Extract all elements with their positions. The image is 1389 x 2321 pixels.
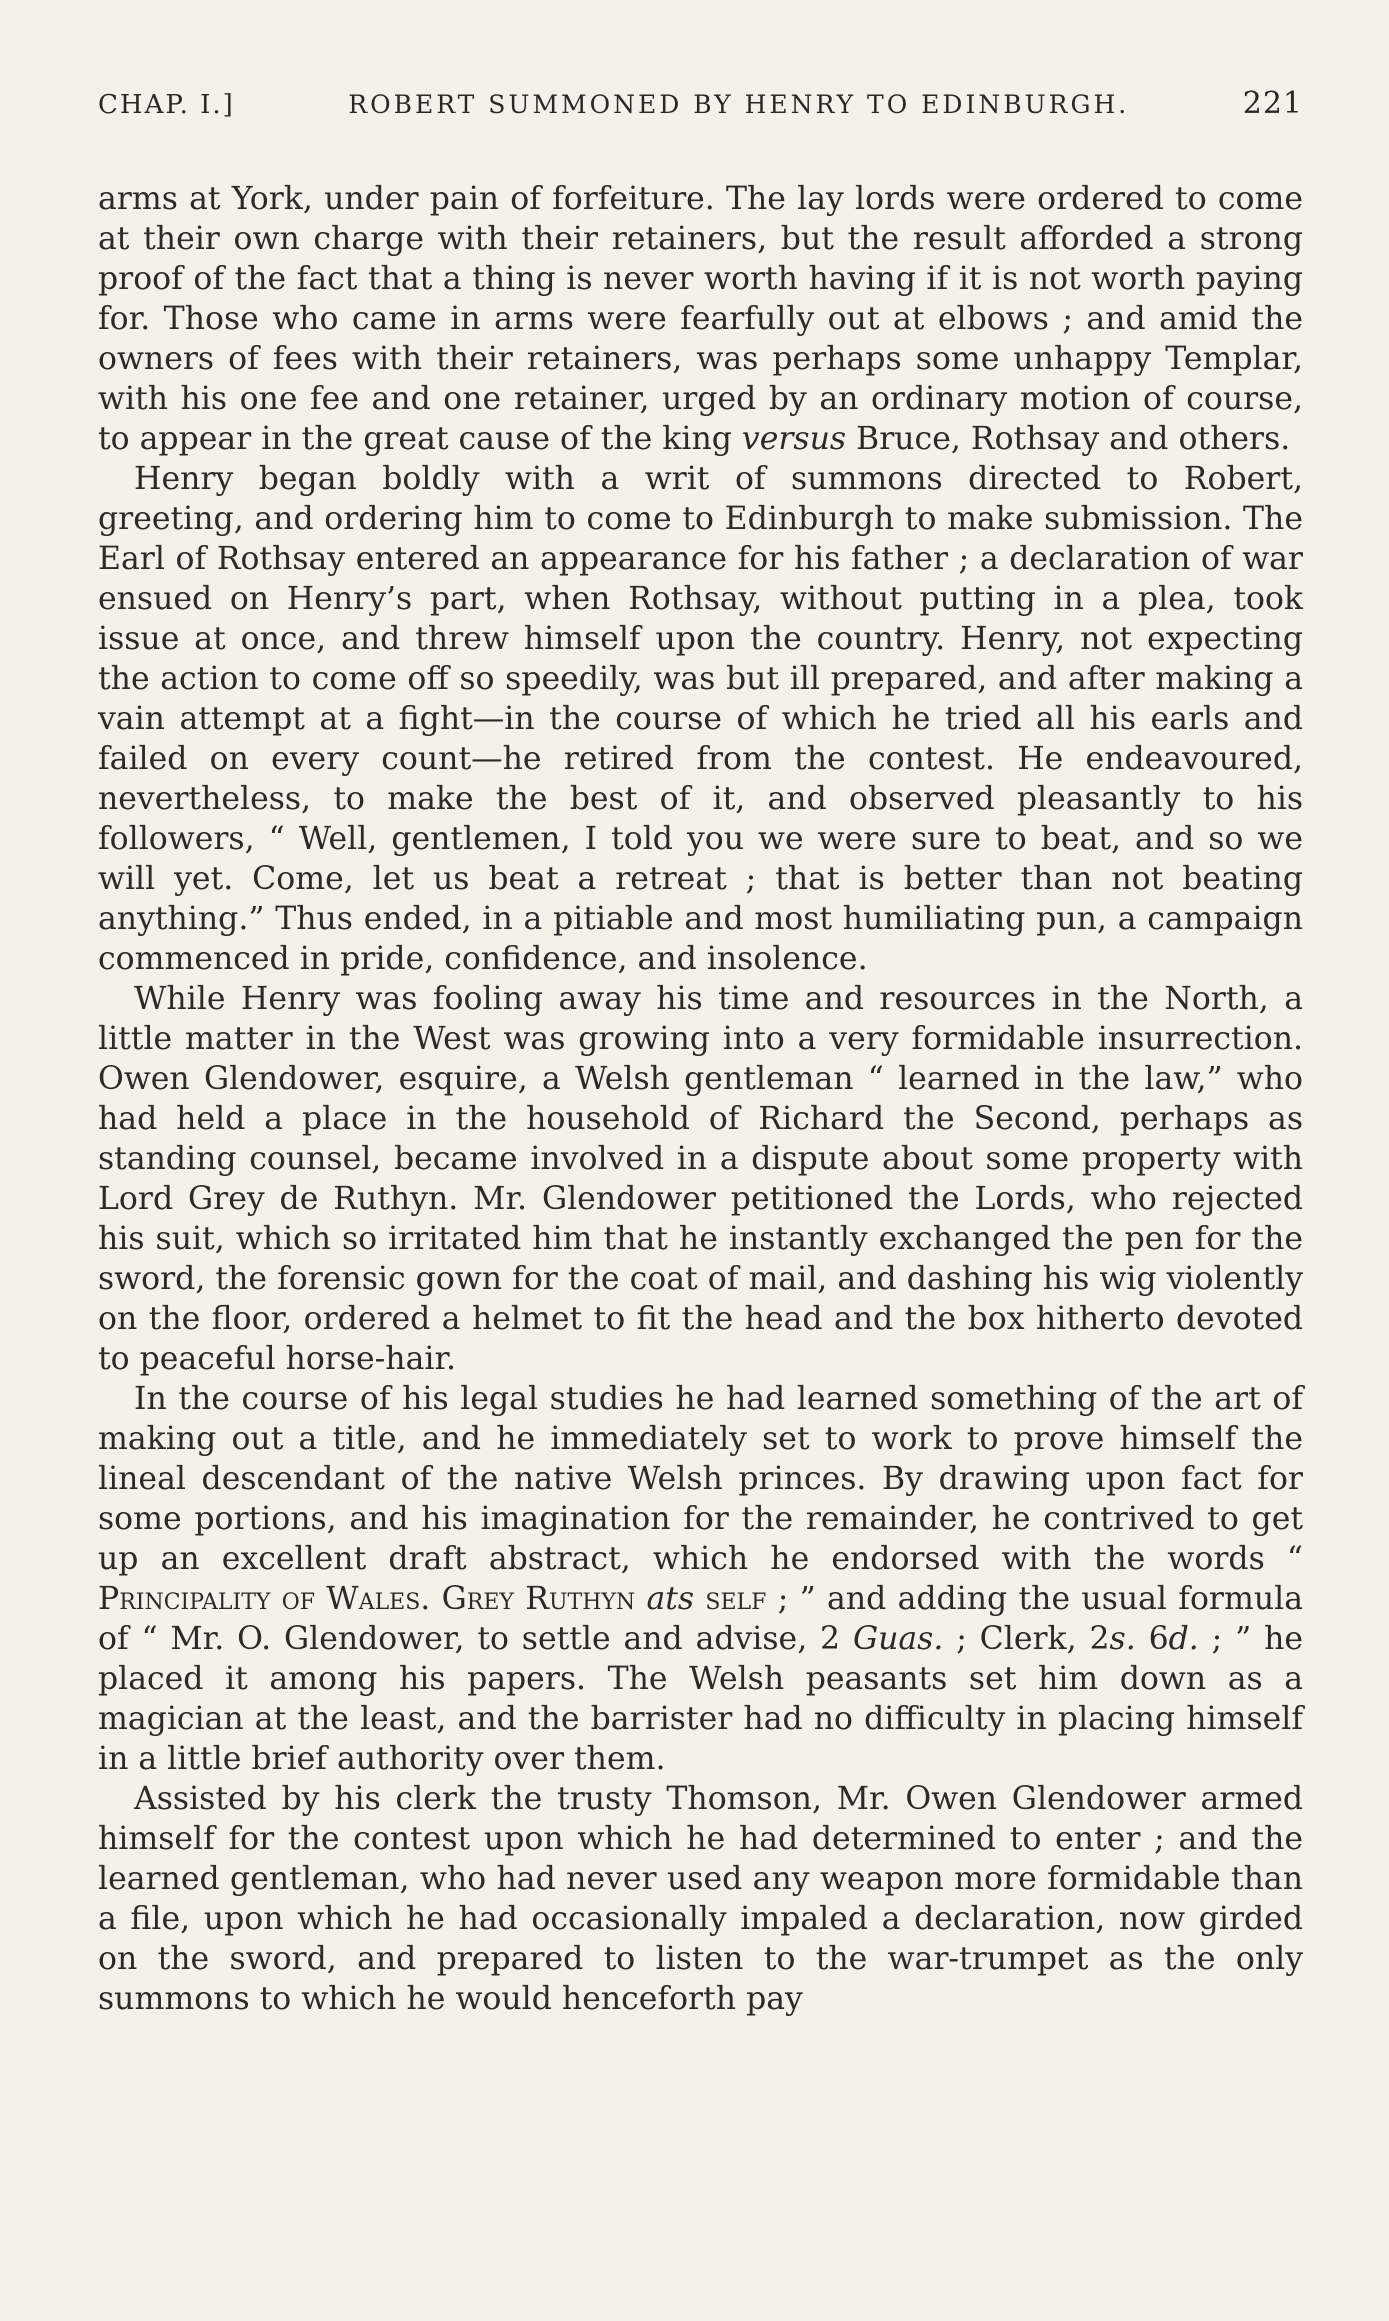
small-caps-text: Grey Ruthyn xyxy=(441,1581,636,1617)
paragraph: Henry began boldly with a writ of summons directed to Robert, greeting, and ordering him to come to Edinburgh to make submission. The Earl of Rothsay entered an appearance for his father ; a declaration of war ensued on Henry’s part, when Rothsay, without putting in a plea, took issue at once, and threw himself upon the country. Henry, not expecting the action to come off so speedily, was but ill prepared, and after making a vain attempt at a fight—in the course of which he tried all his earls and failed on every count—he retired from the contest. He endeavoured, nevertheless, to make the best of it, and observed pleasantly to his followers, “ Well, gentlemen, I told you we were sure to beat, and so we will yet. Come, let us beat a retreat ; that is better than not beating anything.” Thus ended, in a pitiable and most humiliating pun, a campaign commenced in pride, confidence, and insolence. xyxy=(98,461,1303,977)
italic-term: Guas. xyxy=(852,1621,944,1657)
chapter-label: CHAP. I.] xyxy=(98,90,235,120)
running-header xyxy=(98,86,1303,121)
small-caps-text: self xyxy=(705,1581,767,1617)
small-caps-text: Principality of Wales. xyxy=(98,1581,431,1617)
book-page xyxy=(98,86,1303,2019)
italic-term: d. xyxy=(1168,1621,1199,1657)
italic-term: versus xyxy=(741,421,847,457)
paragraph: In the course of his legal studies he had learned something of the art of making out a title, and he immediately set to work to prove himself the lineal descendant of the native Welsh princes. By drawing upon fact for some portions, and his imagination for the remainder, he contrived to get up an excellent draft abstract, which he endorsed with the words “ Principality of Wales. Grey Ruthyn ats self ; ” and adding the usual formula of “ Mr. O. Glendower, to settle and advise, 2 Guas. ; Clerk, 2s. 6d. ; ” he placed it among his papers. The Welsh peasants set him down as a magician at the least, and the barrister had no difficulty in placing himself in a little brief authority over them. xyxy=(98,1381,1304,1777)
paragraph: arms at York, under pain of forfeiture. The lay lords were ordered to come at their own charge with their retainers, but the result afforded a strong proof of the fact that a thing is never worth having if it is not worth paying for. Those who came in arms were fearfully out at elbows ; and amid the owners of fees with their retainers, was perhaps some unhappy Templar, with his one fee and one retainer, urged by an ordinary motion of course, to appear in the great cause of the king versus Bruce, Rothsay and others. xyxy=(98,181,1303,457)
paragraph: While Henry was fooling away his time and resources in the North, a little matter in the West was growing into a very formidable insurrection. Owen Glendower, esquire, a Welsh gentleman “ learned in the law,” who had held a place in the household of Richard the Second, perhaps as standing counsel, became involved in a dispute about some property with Lord Grey de Ruthyn. Mr. Glendower petitioned the Lords, who rejected his suit, which so irritated him that he instantly exchanged the pen for the sword, the forensic gown for the coat of mail, and dashing his wig violently on the floor, ordered a helmet to fit the head and the box hitherto devoted to peaceful horse-hair. xyxy=(98,981,1303,1377)
paragraph: Assisted by his clerk the trusty Thomson, Mr. Owen Glendower armed himself for the contest upon which he had determined to enter ; and the learned gentleman, who had never used any weapon more formidable than a file, upon which he had occasionally impaled a declaration, now girded on the sword, and prepared to listen to the war-trumpet as the only summons to which he would henceforth pay xyxy=(98,1781,1303,2017)
running-title: ROBERT SUMMONED BY HENRY TO EDINBURGH. xyxy=(348,90,1130,119)
body-text xyxy=(98,179,1303,2019)
italic-term: s. xyxy=(1109,1621,1136,1657)
page-number: 221 xyxy=(1242,86,1303,121)
italic-term: ats xyxy=(646,1581,695,1617)
